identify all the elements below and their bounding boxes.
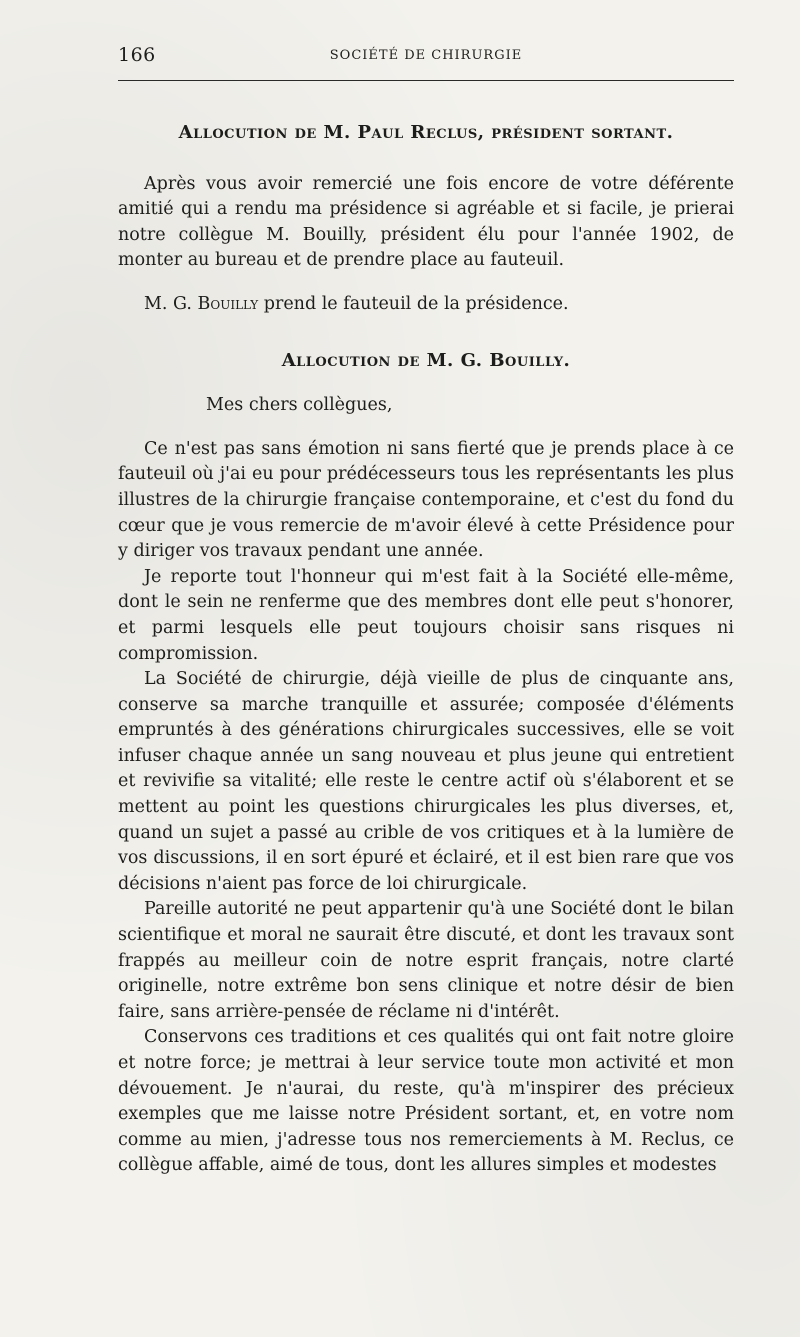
transition-prefix: M. G. <box>144 293 198 314</box>
salutation: Mes chers collègues, <box>206 395 393 416</box>
body-paragraph: Conservons ces traditions et ces qualités qui ont fait notre gloire et notre force; je mettrai à leur service toute mon activité et mon dévouement. Je n'aurai, du reste, qu'à m'inspirer des précieux exemples que me laisse notre Président sortant, et, en votre nom comme au mien, j'adresse tous nos remerciements à M. Reclus, ce collègue affable, aimé de tous, dont les allures simples et modestes <box>118 1027 734 1176</box>
body-paragraph: Ce n'est pas sans émotion ni sans fierté que je prends place à ce fauteuil où j'ai eu pour prédécesseurs tous les représentants les plus illustres de la chirurgie française contemporaine, et c'est du fond du cœur que je vous remercie de m'avoir élevé à cette Présidence pour y diriger vos travaux pendant une année. <box>118 438 734 562</box>
body-paragraph: Je reporte tout l'honneur qui m'est fait à la Société elle-même, dont le sein ne renferme que des membres dont elle peut s'honorer, et parmi lesquels elle peut toujours choisir sans risques ni compromission. <box>118 566 734 664</box>
page-body <box>118 120 734 1179</box>
reclus-paragraph: Après vous avoir remercié une fois encore de votre déférente amitié qui a rendu ma présidence si agréable et si facile, je prierai notre collègue M. Bouilly, président élu pour l'année 1902, de monter au bureau et de prendre place au fauteuil. <box>118 173 734 271</box>
body-paragraph: La Société de chirurgie, déjà vieille de plus de cinquante ans, conserve sa marche tranquille et assurée; composée d'éléments empruntés à des générations chirurgicales successives, elle se voit infuser chaque année un sang nouveau et plus jeune qui entretient et revivifie sa vitalité; elle reste le centre actif où s'élaborent et se mettent au point les questions chirurgicales les plus diverses, et, quand un sujet a passé au crible de vos critiques et à la lumière de vos discussions, il en sort épuré et éclairé, et il est bien rare que vos décisions n'aient pas force de loi chirurgicale. <box>118 669 734 894</box>
transition-name: Bouilly <box>197 293 259 314</box>
section-heading-bouilly: Allocution de M. G. Bouilly. <box>281 349 571 371</box>
transition-line <box>118 292 734 318</box>
body-paragraph: Pareille autorité ne peut appartenir qu'à une Société dont le bilan scientifique et moral ne saurait être discuté, et dont les travaux sont frappés au meilleur coin de notre esprit français, notre clarté originelle, notre extrême bon sens clinique et notre désir de bien faire, sans arrière-pensée de réclame ni d'intérêt. <box>118 899 734 1022</box>
transition-rest: prend le fauteuil de la présidence. <box>258 293 569 314</box>
header-rule <box>118 80 734 81</box>
journal-title: SOCIÉTÉ DE CHIRURGIE <box>329 48 523 63</box>
running-head <box>118 44 734 70</box>
section-heading-reclus: Allocution de M. Paul Reclus, président sortant. <box>178 122 674 143</box>
page-number: 166 <box>118 44 156 66</box>
